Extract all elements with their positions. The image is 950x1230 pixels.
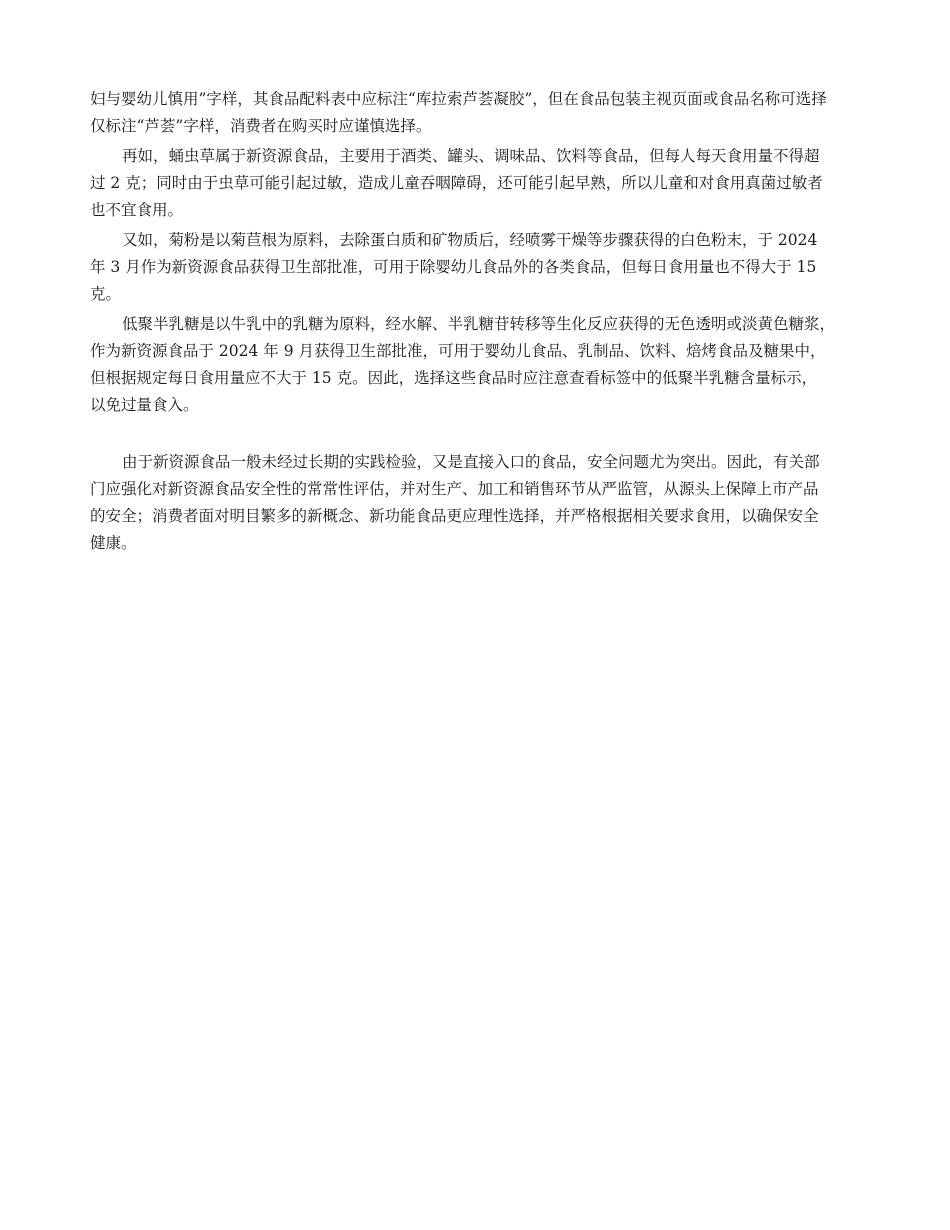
paragraph-aloe-continuation bbox=[90, 86, 870, 140]
text-line: 仅标注“芦荟”字样，消费者在购买时应谨慎选择。 bbox=[90, 117, 432, 135]
text-line: 过 2 克；同时由于虫草可能引起过敏，造成儿童吞咽障碍，还可能引起早熟，所以儿童和对食用真菌过敏者 bbox=[90, 174, 823, 192]
text-line: 克。 bbox=[90, 285, 122, 303]
text-line: 作为新资源食品于 2024 年 9 月获得卫生部批准，可用于婴幼儿食品、乳制品、饮料、焙烤食品及糖果中， bbox=[90, 342, 826, 360]
text-line: 门应强化对新资源食品安全性的常常性评估，并对生产、加工和销售环节从严监管，从源头上保障上市产品 bbox=[90, 480, 819, 498]
text-line: 也不宜食用。 bbox=[90, 201, 184, 219]
paragraph-galactooligosaccharide bbox=[90, 311, 870, 419]
paragraph-cordyceps bbox=[90, 143, 870, 224]
text-line: 由于新资源食品一般未经过长期的实践检验，又是直接入口的食品，安全问题尤为突出。因此，有关部 bbox=[122, 453, 820, 471]
text-line: 健康。 bbox=[90, 534, 137, 552]
text-line: 低聚半乳糖是以牛乳中的乳糖为原料，经水解、半乳糖苷转移等生化反应获得的无色透明或淡黄色糖浆， bbox=[122, 315, 836, 333]
text-line: 年 3 月作为新资源食品获得卫生部批准，可用于除婴幼儿食品外的各类食品，但每日食用量也不得大于 15 bbox=[90, 258, 817, 276]
text-line: 的安全；消费者面对明目繁多的新概念、新功能食品更应理性选择，并严格根据相关要求食用，以确保安全 bbox=[90, 507, 819, 525]
paragraph-conclusion bbox=[90, 449, 870, 557]
document-body bbox=[90, 86, 870, 560]
text-line: 又如，菊粉是以菊苣根为原料，去除蛋白质和矿物质后，经喷雾干燥等步骤获得的白色粉末，于 2024 bbox=[122, 231, 818, 249]
paragraph-spacer bbox=[90, 422, 870, 449]
text-line: 以免过量食入。 bbox=[90, 396, 199, 414]
text-line: 但根据规定每日食用量应不大于 15 克。因此，选择这些食品时应注意查看标签中的低聚半乳糖含量标示， bbox=[90, 369, 818, 387]
text-line: 再如，蛹虫草属于新资源食品，主要用于酒类、罐头、调味品、饮料等食品，但每人每天食用量不得超 bbox=[122, 147, 820, 165]
text-line: 妇与婴幼儿慎用”字样，其食品配料表中应标注“库拉索芦荟凝胶”，但在食品包装主视页面或食品名称可选择 bbox=[90, 90, 827, 108]
paragraph-inulin bbox=[90, 227, 870, 308]
